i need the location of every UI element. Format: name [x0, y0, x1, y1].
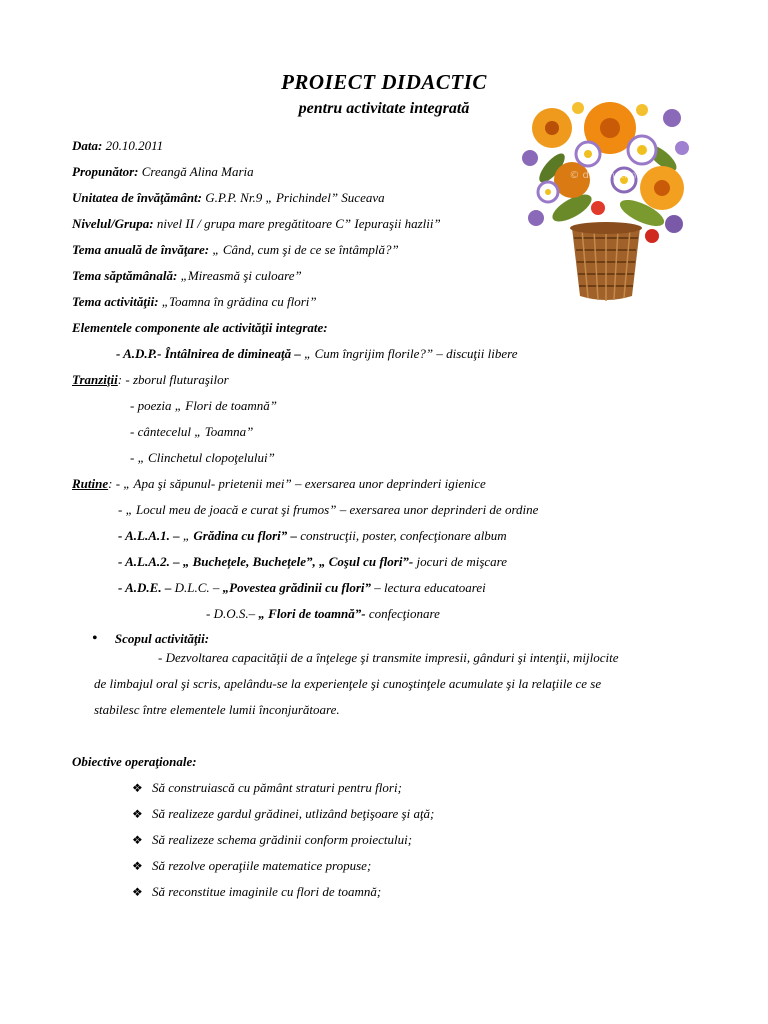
ala1-mid: „: [179, 528, 194, 543]
field-propunator-label: Propunător:: [72, 164, 139, 179]
field-elementele: [72, 320, 328, 336]
tranzitii-item-3: - „ Clinchetul clopoţelului”: [130, 450, 275, 465]
field-data: [72, 138, 163, 154]
rutine-label: Rutine: [72, 476, 109, 491]
field-propunator-value: Creangă Alina Maria: [141, 164, 254, 179]
diamond-bullet-icon: ❖: [132, 833, 143, 847]
scopul-label: Scopul activităţii:: [114, 631, 210, 646]
ala2-line: [118, 554, 507, 570]
ade-bold: - A.D.E. –: [118, 580, 172, 595]
field-nivelul-value: nivel II / grupa mare pregătitoare C” Iepuraşii hazlii”: [156, 216, 441, 231]
field-nivelul-label: Nivelul/Grupa:: [72, 216, 154, 231]
field-elementele-label: Elementele componente ale activităţii integrate:: [72, 320, 328, 335]
scopul-line-1: de limbajul oral şi scris, apelându-se la experienţele şi cunoştinţele acumulate şi la relaţiile ce se: [94, 676, 602, 691]
rutine-line: Rutine: - „ Apa şi săpunul- prietenii mei” – exersarea unor deprinderi igienice: [72, 476, 486, 491]
obiective-heading: [72, 754, 197, 770]
tranzitii-item-0: - zborul fluturaşilor: [125, 372, 229, 387]
bullet-icon: •: [92, 630, 98, 647]
diamond-bullet-icon: ❖: [132, 885, 143, 899]
flower-basket-image: [512, 88, 700, 310]
obiective-item: [132, 858, 371, 874]
adp-line: [116, 346, 517, 362]
obiective-item-text: Să realizeze gardul grădinei, utlizând beţişoare şi aţă;: [152, 806, 435, 821]
field-unitatea: [72, 190, 385, 206]
obiective-item: [132, 832, 412, 848]
scopul-line-2: stabilesc între elementele lumii înconjurătoare.: [94, 702, 340, 717]
ala2-rest: jocuri de mişcare: [413, 554, 508, 569]
rutine-item-0: - „ Apa şi săpunul- prietenii mei” – exersarea unor deprinderi igienice: [115, 476, 486, 491]
field-data-value: 20.10.2011: [105, 138, 164, 153]
dos-mid: - D.O.S.–: [206, 606, 259, 621]
tranzitii-line: Tranziţii: - zborul fluturaşilor: [72, 372, 229, 387]
page-subtitle: pentru activitate integrată: [298, 100, 470, 117]
obiective-item: [132, 806, 434, 822]
obiective-item-text: Să realizeze schema grădinii conform proiectului;: [152, 832, 413, 847]
scopul-line-0: - Dezvoltarea capacităţii de a înţelege şi transmite impresii, gânduri şi intenţii, mijlocite: [158, 650, 619, 665]
dos-line: [206, 606, 440, 622]
tranzitii-label: Tranziţii: [72, 372, 118, 387]
field-data-label: Data:: [72, 138, 103, 153]
obiective-label: Obiective operaţionale:: [72, 754, 197, 769]
field-unitatea-value: G.P.P. Nr.9 „ Prichindel” Suceava: [205, 190, 385, 205]
image-watermark: © dreamstime: [569, 170, 643, 181]
field-nivelul: [72, 216, 441, 232]
ade-mid: D.L.C. –: [171, 580, 223, 595]
field-tema-saptamanala-label: Tema săptămânală:: [72, 268, 178, 283]
obiective-item-text: Să construiască cu pământ straturi pentru flori;: [152, 780, 402, 795]
page-title: PROIECT DIDACTIC: [281, 70, 487, 94]
dos-rest: confecţionare: [365, 606, 440, 621]
diamond-bullet-icon: ❖: [132, 859, 143, 873]
ade-rest: – lectura educatoarei: [371, 580, 486, 595]
ade-bold2: „Povestea grădinii cu flori”: [222, 580, 372, 595]
ala2-bold: - A.L.A.2. – „ Buchețele, Buchețele”, „ Coşul cu flori”-: [118, 554, 414, 569]
tranzitii-item-2: - cântecelul „ Toamna”: [130, 424, 254, 439]
field-tema-saptamanala: [72, 268, 302, 284]
field-tema-activitatii-value: „Toamna în grădina cu flori”: [161, 294, 317, 309]
obiective-item-text: Să rezolve operaţiile matematice propuse;: [152, 858, 372, 873]
obiective-item-text: Să reconstitue imaginile cu flori de toamnă;: [152, 884, 382, 899]
diamond-bullet-icon: ❖: [132, 781, 143, 795]
dos-bold: „ Flori de toamnă”-: [258, 606, 366, 621]
field-tema-anuala: [72, 242, 399, 258]
scopul-heading: [92, 630, 209, 648]
tranzitii-item-1: - poezia „ Flori de toamnă”: [130, 398, 277, 413]
obiective-item: [132, 780, 402, 796]
field-unitatea-label: Unitatea de învăţământ:: [72, 190, 202, 205]
field-tema-anuala-label: Tema anuală de învăţare:: [72, 242, 210, 257]
field-tema-activitatii-label: Tema activităţii:: [72, 294, 159, 309]
field-tema-saptamanala-value: „Mireasmă şi culoare”: [180, 268, 302, 283]
field-tema-anuala-value: „ Când, cum şi de ce se întâmplă?”: [212, 242, 399, 257]
ala1-rest: construcţii, poster, confecţionare album: [297, 528, 507, 543]
ala1-bold1: - A.L.A.1. –: [118, 528, 180, 543]
ade-line: [118, 580, 486, 596]
ala1-line: [118, 528, 507, 544]
ala1-bold2: Grădina cu flori” –: [193, 528, 298, 543]
basket: [570, 222, 642, 301]
rutine-item-1: - „ Locul meu de joacă e curat şi frumos” – exersarea unor deprinderi de ordine: [118, 502, 539, 517]
obiective-item: [132, 884, 381, 900]
field-propunator: [72, 164, 254, 180]
field-tema-activitatii: [72, 294, 317, 310]
adp-rest: „ Cum îngrijim florile?” – discuţii libere: [304, 346, 518, 361]
adp-bold: - A.D.P.- Întâlnirea de dimineaţă –: [116, 346, 301, 361]
diamond-bullet-icon: ❖: [132, 807, 143, 821]
